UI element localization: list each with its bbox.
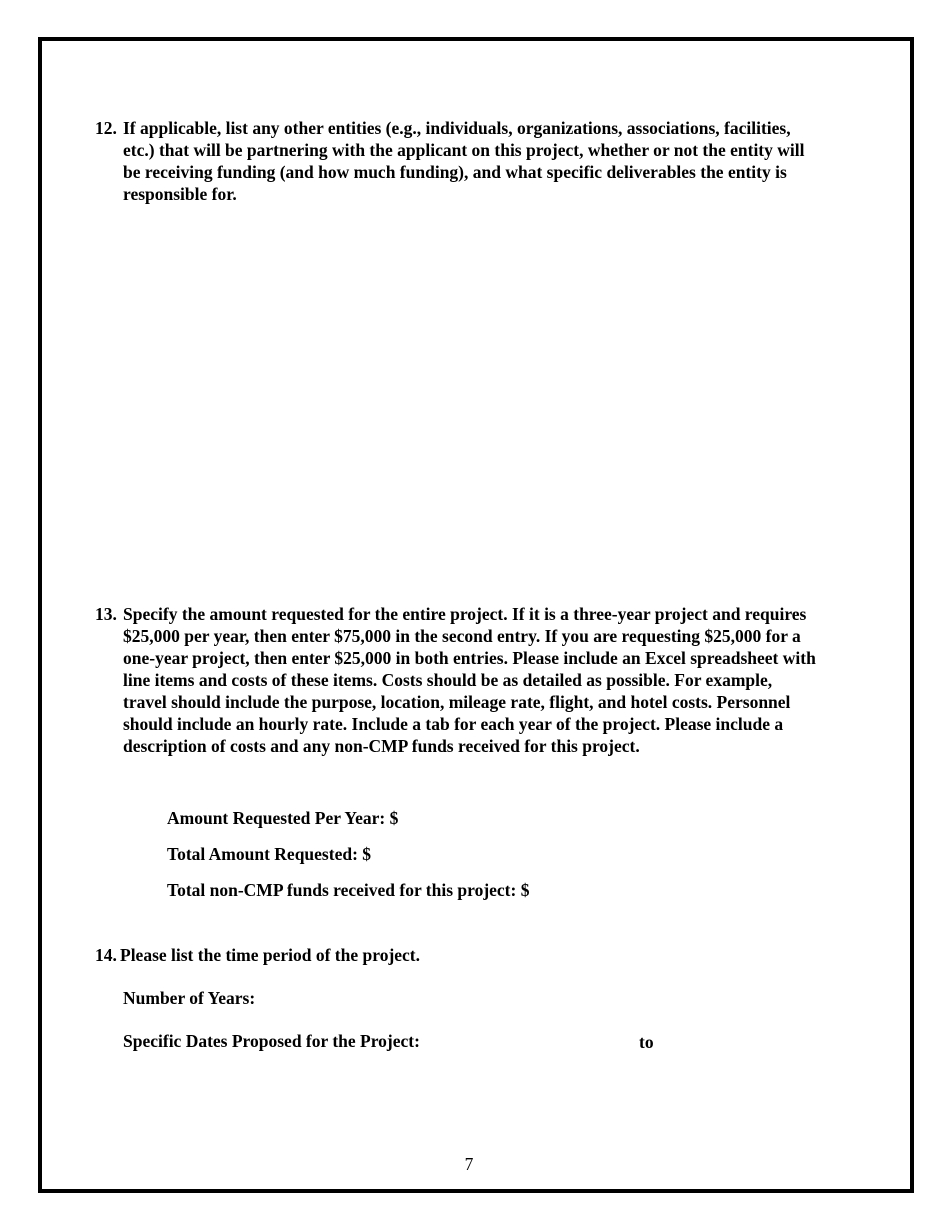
dates-to-label: to — [639, 1032, 654, 1052]
question-14-number: 14. — [95, 945, 117, 965]
amount-per-year-field[interactable]: Amount Requested Per Year: $ — [167, 808, 399, 828]
question-12-text: If applicable, list any other entities (e.g., individuals, organizations, associations, facilities, etc.) that will be partnering with the applicant on this project, whether or not the entity will be receiving funding (and how much funding), and what specific deliverables the entity is responsible for. — [123, 118, 805, 204]
project-dates-field[interactable]: Specific Dates Proposed for the Project: — [123, 1031, 420, 1051]
question-14 — [95, 944, 420, 966]
question-13-text: Specify the amount requested for the entire project. If it is a three-year project and requires $25,000 per year, then enter $75,000 in the second entry. If you are requesting $25,000 for a one-year project, then enter $25,000 in both entries. Please include an Excel spreadsheet with line items and costs of these items. Costs should be as detailed as possible. For example, travel should include the purpose, location, mileage rate, flight, and hotel costs. Personnel should include an hourly rate. Include a tab for each year of the project. Please include a description of costs and any non-CMP funds received for this project. — [123, 604, 816, 756]
question-13 — [95, 603, 819, 757]
number-of-years-field[interactable]: Number of Years: — [123, 988, 256, 1008]
question-13-number: 13. — [95, 604, 117, 624]
page-number: 7 — [464, 1154, 474, 1174]
question-12-number: 12. — [95, 118, 117, 138]
non-cmp-funds-field[interactable]: Total non-CMP funds received for this project: $ — [167, 880, 530, 900]
total-amount-field[interactable]: Total Amount Requested: $ — [167, 844, 372, 864]
question-12 — [95, 117, 815, 205]
question-14-text: Please list the time period of the project. — [120, 945, 421, 965]
